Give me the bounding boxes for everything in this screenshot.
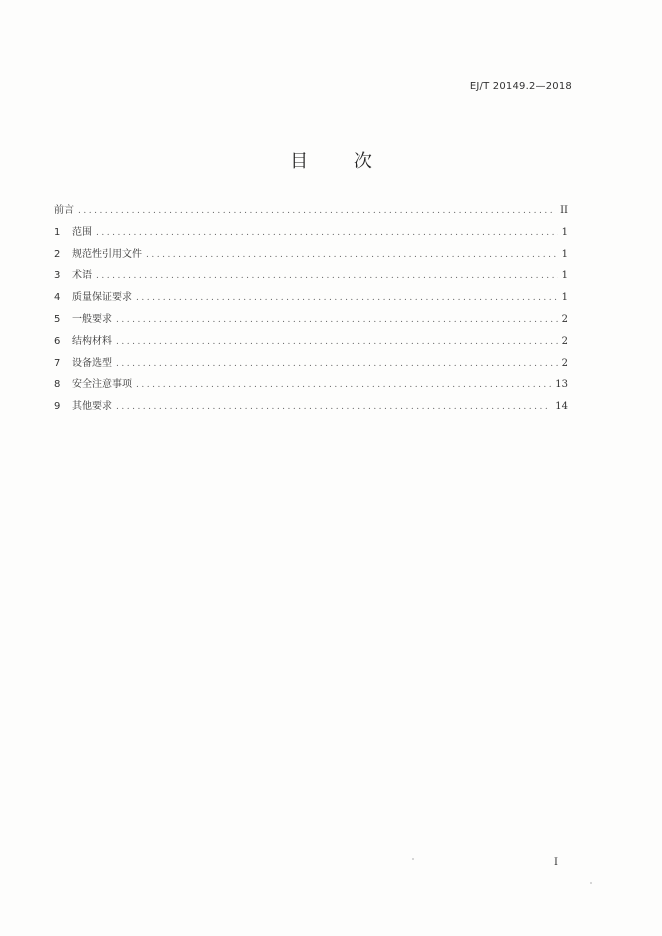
- toc-dot-leader: [136, 380, 551, 390]
- toc-entry-label: 范围: [72, 226, 92, 238]
- toc-entry-label: 前言: [54, 205, 74, 216]
- toc-entry-page: 1: [561, 270, 568, 282]
- toc-entry[interactable]: [54, 223, 568, 245]
- toc-entry[interactable]: [54, 397, 568, 419]
- toc-entry-label: 其他要求: [72, 401, 112, 413]
- toc-entry-page: 2: [561, 335, 568, 347]
- toc-entry-page: 1: [561, 226, 568, 238]
- toc-entry[interactable]: [54, 354, 568, 376]
- toc-entry[interactable]: [54, 266, 568, 288]
- toc-dot-leader: [116, 402, 551, 412]
- toc-entry-page: 1: [561, 292, 568, 304]
- toc-entry-number: 6: [54, 335, 61, 347]
- table-of-contents: [54, 201, 568, 419]
- toc-dot-leader: [116, 359, 558, 369]
- toc-entry-number: 7: [54, 357, 61, 369]
- toc-entry-page: 13: [555, 379, 568, 391]
- toc-entry-page: 2: [561, 313, 568, 325]
- toc-entry-label: 规范性引用文件: [72, 248, 142, 260]
- toc-entry[interactable]: [54, 332, 568, 354]
- toc-dot-leader: [136, 293, 558, 303]
- toc-entry-label: 术语: [72, 270, 92, 282]
- toc-dot-leader: [96, 228, 558, 238]
- toc-entry[interactable]: [54, 310, 568, 332]
- page-number: I: [554, 857, 558, 868]
- toc-entry-number: 5: [54, 313, 61, 325]
- toc-entry-page: 14: [555, 401, 568, 413]
- toc-entry[interactable]: [54, 245, 568, 267]
- toc-entry-number: 9: [54, 401, 61, 413]
- toc-entry[interactable]: [54, 288, 568, 310]
- toc-entry-number: 1: [54, 226, 61, 238]
- toc-entry-label: 安全注意事项: [72, 379, 132, 391]
- standard-code: EJ/T 20149.2—2018: [469, 81, 572, 92]
- toc-entry-page: 2: [561, 357, 568, 369]
- toc-dot-leader: [116, 315, 558, 325]
- toc-entry-number: 4: [54, 292, 61, 304]
- toc-entry[interactable]: [54, 375, 568, 397]
- toc-dot-leader: [96, 271, 558, 281]
- toc-entry-number: 8: [54, 379, 61, 391]
- scan-speck: [590, 882, 592, 884]
- toc-entry-number: 3: [54, 270, 61, 282]
- toc-entry-label: 质量保证要求: [72, 292, 132, 304]
- toc-title: 目 次: [290, 151, 392, 172]
- toc-entry-label: 结构材料: [72, 335, 112, 347]
- toc-entry-page: II: [560, 205, 568, 216]
- toc-entry-label: 设备选型: [72, 357, 112, 369]
- toc-entry[interactable]: [54, 201, 568, 223]
- toc-entry-page: 1: [561, 248, 568, 260]
- toc-dot-leader: [78, 206, 556, 216]
- toc-dot-leader: [146, 250, 558, 260]
- toc-entry-label: 一般要求: [72, 313, 112, 325]
- toc-dot-leader: [116, 337, 558, 347]
- scan-speck: [412, 858, 414, 860]
- toc-entry-number: 2: [54, 248, 61, 260]
